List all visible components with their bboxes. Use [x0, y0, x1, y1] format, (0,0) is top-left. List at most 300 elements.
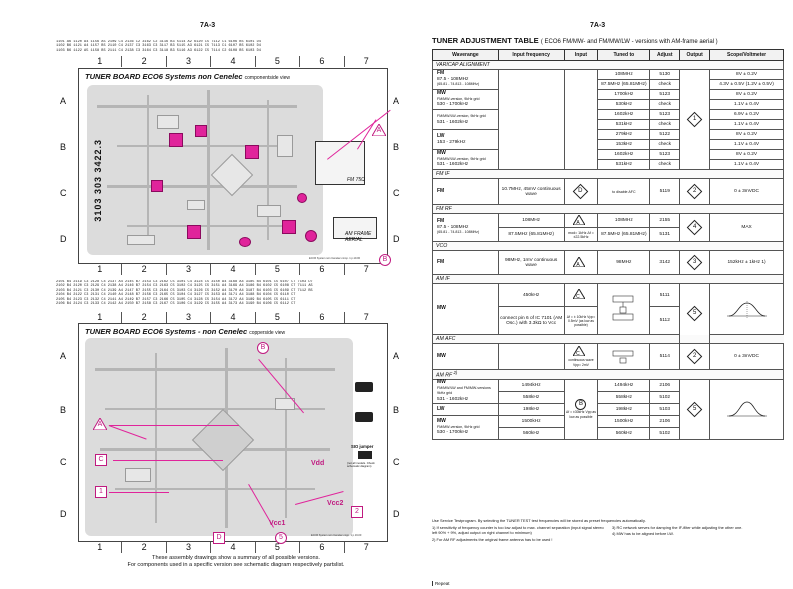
- input-note: Δf = ±30kHz Vpp as low as possible: [565, 409, 596, 419]
- component: [187, 200, 205, 210]
- output-marker: [687, 255, 703, 271]
- pcb-trace: [267, 100, 269, 240]
- column-header: Input: [564, 50, 598, 61]
- board-drawings: [56, 36, 401, 576]
- ruler-number: 5: [255, 56, 299, 67]
- row-letters-right: [393, 68, 403, 264]
- scope-cell: 4.3V ± 0.5V (1.2V ± 0.5V): [710, 80, 784, 90]
- ruler-number: 3: [166, 264, 210, 275]
- board-title: [85, 72, 290, 81]
- tuner-board-componentside: [78, 68, 388, 264]
- footnote-4: 4) MW has to be aligned before LW.: [612, 531, 674, 537]
- ruler-number: 6: [299, 264, 343, 275]
- vcc1-label: Vcc1: [269, 520, 286, 527]
- row-letters-right: [393, 323, 403, 542]
- input-freq-cell: 560kHz: [498, 427, 564, 439]
- vcc2-label: Vcc2: [327, 500, 344, 507]
- pcb-area: [87, 85, 323, 255]
- marker-label: A: [376, 127, 382, 134]
- footnote-main: Use Service Testprogram. By selecting the TUNER TEST test frequencies will be stored as preset frequencies automatically.: [432, 518, 646, 523]
- row-letter: C: [393, 457, 400, 467]
- table-row: [433, 70, 784, 80]
- input-cell: [564, 179, 598, 205]
- tuned-cell: 560kHz: [598, 427, 650, 439]
- tuned-cell: 108MHz: [598, 214, 650, 228]
- row-letter: C: [60, 188, 67, 198]
- section-vco: VCO: [433, 242, 784, 251]
- marker-label: 2: [355, 508, 359, 515]
- pcb-trace: [95, 368, 335, 371]
- index-row: 2102 B4 2120 C3 2129 C4 2138 A4 2146 B7 2154 C3 2163 C5 3102 C4 3125 C5 3151 A4 3169 A4 3186 B4 6102 C5 6108 C7 7111 A5: [56, 284, 313, 289]
- output-cell: [680, 344, 710, 370]
- tuned-cell: 198kHz: [598, 403, 650, 415]
- sio-note: (not all models. Check schematic diagram): [347, 461, 375, 469]
- index-row: 2101 B4 2119 C3 2128 C4 2137 A4 2145 B7 2153 C3 2162 C5 3101 C4 3124 C5 3150 A4 3168 A4 3185 B4 6101 C5 6107 C7 7103 D7: [56, 280, 313, 284]
- band-name: LW: [437, 133, 445, 140]
- page-number-right: 7A-3: [590, 22, 606, 29]
- ruler-number: 6: [299, 56, 343, 67]
- row-letter: A: [393, 96, 400, 106]
- jumper-icon: [358, 451, 372, 459]
- row-letter: B: [60, 142, 67, 152]
- adjust-coil-5119: [245, 145, 259, 159]
- ic-7101: [211, 154, 253, 196]
- adjust-coil-5111: [187, 225, 201, 239]
- ruler-number: 2: [121, 56, 165, 67]
- scope-cell: 1.1V ± 0.4V: [710, 140, 784, 150]
- band-name: MW: [437, 418, 446, 425]
- input-note: continuous wave Vpp= 2mV: [568, 357, 594, 367]
- scope-cell: 8V ± 0.2V: [710, 150, 784, 160]
- board-code: 3103 303 3422.3: [93, 139, 103, 222]
- adjust-coil-5114: [282, 220, 296, 234]
- index-row: 2105 B4 2123 C3 2132 C4 2141 A4 2149 B7 2157 C3 2166 C5 3105 C4 3128 C5 3154 A4 3172 A4 3189 B4 6105 C5 6111 C7: [56, 297, 296, 302]
- table-footnotes: [432, 518, 784, 542]
- marker-line: [109, 425, 239, 426]
- scope-cell: 0 ± 3mVDC: [710, 344, 784, 370]
- row-letter: A: [393, 351, 400, 361]
- row-letter: A: [60, 351, 67, 361]
- adjust-coil-5131: [195, 125, 207, 137]
- table-row: [433, 90, 784, 100]
- vdd-label: Vdd: [311, 460, 325, 467]
- row-letter: A: [60, 96, 67, 106]
- waverange-cell: [433, 344, 499, 370]
- band-grid: (65.81 - 74.813 - 108MHz): [437, 230, 480, 235]
- band-note: FM/MW/LW and FM/MW-versions 9kHz grid: [437, 385, 491, 396]
- trimmer-2155: [305, 230, 317, 242]
- measure-point-a: [372, 124, 386, 136]
- section-am-rf: [433, 370, 784, 380]
- tuned-cell: 87.5MHz (65.81MHz): [598, 228, 650, 242]
- assembly-footnote: [96, 555, 376, 569]
- adjust-cell: check: [650, 100, 680, 110]
- footnote-3: 3) RC network serves for damping the IF-filter while adjusting the other one.: [612, 524, 743, 530]
- adjust-cell: 5130: [650, 70, 680, 80]
- band-range: 530 - 1700kHz: [437, 429, 469, 435]
- transistor-icon: [355, 382, 373, 392]
- adjust-cell: 3142: [650, 251, 680, 275]
- ruler-number: 3: [166, 56, 210, 67]
- waverange-cell: [433, 90, 499, 110]
- tuned-cell: 279kHz: [598, 130, 650, 140]
- band-name: FM: [437, 258, 445, 265]
- adjust-cell: check: [650, 80, 680, 90]
- section-fm-if: FM IF: [433, 170, 784, 179]
- output-label: 4: [692, 224, 697, 230]
- ruler-number: 7: [344, 542, 388, 553]
- output-marker: [687, 220, 703, 236]
- adjust-coil-5112: [297, 193, 307, 203]
- ruler-number: 6: [299, 542, 343, 553]
- scope-cell: MAX: [710, 214, 784, 242]
- row-letters-left: [60, 323, 70, 542]
- row-letter: B: [393, 142, 400, 152]
- rf-response-curve-icon: [725, 399, 769, 419]
- input-freq-cell: 87.5MHz (65.81MHz): [498, 228, 564, 242]
- rc-network-icon: [610, 293, 638, 323]
- scope-cell: 1.1V ± 0.4V: [710, 160, 784, 170]
- tuned-cell: 1500kHz: [598, 415, 650, 427]
- ruler-number: 1: [97, 56, 103, 66]
- measure-point-b: [257, 342, 269, 354]
- column-ruler: [78, 542, 388, 553]
- waverange-cell: [433, 251, 499, 275]
- waverange-cell: [433, 403, 499, 415]
- tuned-cell: 153kHz: [598, 140, 650, 150]
- table-row: [433, 284, 784, 307]
- adjust-cell: 2155: [650, 214, 680, 228]
- table-row: [433, 214, 784, 228]
- output-marker: [687, 184, 703, 200]
- adjust-cell: check: [650, 140, 680, 150]
- input-label: A: [576, 219, 580, 226]
- footnote-ref: 2): [453, 370, 458, 375]
- row-letter: B: [393, 405, 400, 415]
- ic-7101: [192, 409, 254, 471]
- table-row: [433, 344, 784, 370]
- tuned-cell: to disable AFC: [598, 179, 650, 205]
- input-freq-cell: 558kHz: [498, 391, 564, 403]
- scope-cell: 152kHz ± 1kHz 1): [710, 251, 784, 275]
- table-row: [433, 150, 784, 160]
- band-name: MW: [437, 90, 446, 97]
- footnote-2: 2) For AM RF adjustments the original frame antenna has to be used !: [432, 536, 553, 542]
- board-title-sub: copperside view: [249, 330, 286, 336]
- tuned-cell: 108MHz: [598, 70, 650, 80]
- tuned-cell: 558kHz: [598, 391, 650, 403]
- ruler-number: 4: [210, 542, 254, 553]
- footnote-columns: [432, 524, 784, 543]
- input-freq-cell: 450kHz: [498, 284, 564, 307]
- pcb-trace: [155, 353, 157, 523]
- input-cell: mod= 1kHz Δf = ±22.5kHz: [564, 228, 598, 242]
- scope-cell: 6.9V ± 0.2V: [710, 110, 784, 120]
- scope-cell: 8V ± 0.2V: [710, 70, 784, 80]
- pcb-area: [85, 338, 353, 536]
- marker-label: B: [260, 344, 266, 351]
- component: [277, 135, 293, 157]
- ruler-number: 1: [97, 264, 103, 274]
- row-letters-left: [60, 68, 70, 264]
- sio-label: SIO jumper: [351, 444, 374, 449]
- output-marker: [687, 112, 703, 128]
- adjust-cell: 2106: [650, 379, 680, 391]
- drawing-ref: ECO6 System non Cenelec copp. 1 p.19.00: [311, 534, 362, 537]
- band-name: MW: [437, 352, 446, 359]
- input-freq-cell: 1494kHz: [498, 379, 564, 391]
- adjust-cell: 5123: [650, 150, 680, 160]
- waverange-cell: [433, 70, 499, 90]
- component: [125, 468, 151, 482]
- repeat-label: Repeat: [432, 581, 450, 586]
- input-freq-cell: 10.7MHz, 45mV continuous wave: [498, 179, 564, 205]
- ruler-number: 2: [121, 264, 165, 275]
- marker-label: 5: [279, 534, 283, 541]
- tuned-cell: 1700kHz: [598, 90, 650, 100]
- output-cell: [680, 70, 710, 170]
- adjustment-table-panel: [432, 36, 784, 584]
- pcb-trace: [207, 90, 210, 250]
- input-marker: [573, 184, 589, 200]
- drawing-ref: ECO6 System non Cenelec comp. 1 p.19.00: [309, 257, 361, 260]
- tuned-cell: 1602kHz: [598, 150, 650, 160]
- output-cell: [680, 379, 710, 439]
- column-header: Input frequency: [498, 50, 564, 61]
- waverange-cell: [433, 379, 499, 403]
- tuned-cell: [598, 284, 650, 335]
- trimmer-2106: [239, 237, 251, 247]
- adjust-cell: 5122: [650, 130, 680, 140]
- adjust-cell: 5112: [650, 307, 680, 335]
- marker-label: C: [98, 456, 104, 463]
- component-index-top: [56, 40, 401, 54]
- row-letter: D: [60, 509, 67, 519]
- band-note: FM/MW-version, 9kHz grid: [437, 96, 480, 101]
- input-freq-cell: 198kHz: [498, 403, 564, 415]
- scope-cell: 8V ± 0.2V: [710, 130, 784, 140]
- input-label: D: [578, 188, 584, 194]
- marker-line: [113, 460, 223, 461]
- column-header: Adjust: [650, 50, 680, 61]
- adjust-cell: 5123: [650, 90, 680, 100]
- column-ruler: [78, 264, 388, 275]
- band-note: FM/MW-version, 9kHz grid: [437, 424, 480, 429]
- input-cell: [564, 251, 598, 275]
- index-row: 2104 B4 2122 C3 2131 C4 2140 A4 2148 B7 2156 C3 2165 C5 3104 C4 3127 C5 3153 A4 3171 A4 3188 B4 6104 C5 6110 C7: [56, 293, 296, 298]
- ruler-number: 3: [166, 542, 210, 553]
- index-row: 1101 A6 1120 A4 1156 A5 2109 C4 2136 C2 3162 C2 3116 B3 5114 A2 6120 C5 7112 C1 6106 B5 6101 D4: [56, 40, 261, 44]
- input-freq-cell: [498, 70, 564, 170]
- band-range: 87.5 - 108MHz: [437, 224, 469, 230]
- output-marker: [687, 306, 703, 322]
- table-row: [433, 110, 784, 120]
- ruler-number: 4: [210, 56, 254, 67]
- band-note: FM/MW/LW-version, 9kHz grid: [437, 156, 486, 161]
- row-letter: D: [393, 509, 400, 519]
- ruler-number: 5: [255, 542, 299, 553]
- input-label: B: [578, 400, 583, 407]
- tuned-cell: 531kHz: [598, 160, 650, 170]
- tuned-cell: 98MHz: [598, 251, 650, 275]
- footnote-1: 1) If sensitivity of frequency counter is too low adjust to max. channel separation (input signal stereo left 90% + 9%, adjust output on right channel to minimum): [432, 524, 604, 536]
- column-header: Waverange: [433, 50, 499, 61]
- table-row: [433, 251, 784, 275]
- transistor-icon: [355, 412, 373, 422]
- fm-label: FM 75Ω: [347, 177, 365, 183]
- ruler-number: 2: [121, 312, 165, 323]
- ruler-number: 7: [344, 312, 388, 323]
- waverange-cell: [433, 110, 499, 130]
- ruler-number: 4: [210, 312, 254, 323]
- index-row: 2103 B4 2121 C3 2130 C4 2139 A4 2147 B7 2155 C3 2164 C5 3103 C4 3126 C5 3152 A4 3170 A4 3187 B4 6103 C5 6109 C7 7112 B5: [56, 288, 313, 293]
- output-marker: [687, 401, 703, 417]
- input-freq-cell: 1500kHz: [498, 415, 564, 427]
- index-row: 1103 B6 1122 A5 1158 B5 2111 C4 2138 C3 3164 C3 3118 B3 5116 A3 6122 C5 7114 C2 6108 B5 6103 D4: [56, 48, 261, 53]
- board-title-sub: componentside view: [244, 75, 290, 81]
- band-name: MW: [437, 150, 446, 157]
- adjust-cell: 5131: [650, 228, 680, 242]
- column-ruler: [78, 312, 388, 323]
- adjust-cell: 5102: [650, 427, 680, 439]
- input-cell: [564, 344, 598, 370]
- component: [157, 115, 179, 129]
- band-range: 87.5 - 108MHz: [437, 76, 469, 82]
- table-row: [433, 179, 784, 205]
- input-label: C: [576, 294, 580, 300]
- section-label: AM RF: [436, 372, 453, 379]
- column-header: Scope/Voltmeter: [710, 50, 784, 61]
- output-label: 5: [692, 310, 697, 316]
- ruler-number: 1: [97, 542, 103, 552]
- ruler-number: 5: [255, 312, 299, 323]
- band-name: FM: [437, 218, 445, 225]
- board-title-italic: Systems - non Cenelec: [165, 327, 248, 336]
- band-name: MW: [437, 305, 446, 312]
- measure-point-c: [95, 454, 107, 466]
- adjust-cell: 5111: [650, 284, 680, 307]
- band-range: 153 - 279kHz: [437, 139, 466, 145]
- board-title-main: TUNER BOARD ECO6: [85, 72, 163, 81]
- scope-cell: 1.1V ± 0.4V: [710, 100, 784, 110]
- if-response-curve-icon: [725, 299, 769, 319]
- tuned-cell: 1494kHz: [598, 379, 650, 391]
- section-varicap: VARICAP ALIGNMENT: [433, 61, 784, 70]
- output-cell: [680, 214, 710, 242]
- adjust-coil-5130: [169, 133, 183, 147]
- index-row: 2106 B4 2124 C3 2133 C4 2142 A4 2150 B7 2158 C3 2167 C5 3106 C4 3129 C5 3155 A4 3173 A4 3190 B4 6106 C5 6112 C7: [56, 302, 296, 307]
- band-name: LW: [437, 405, 445, 412]
- board-title: [85, 327, 285, 336]
- section-am-afc: AM AFC: [433, 335, 784, 344]
- row-letter: C: [60, 457, 67, 467]
- ruler-number: 6: [299, 312, 343, 323]
- input-cell: [564, 214, 598, 228]
- section-am-if: AM IF: [433, 275, 784, 284]
- adjust-cell: check: [650, 120, 680, 130]
- input-cell: [564, 284, 598, 307]
- marker-line: [109, 492, 169, 493]
- band-name: FM: [437, 187, 445, 194]
- output-label: 2: [692, 353, 697, 359]
- footnote-line: These assembly drawings show a summary of all possible versions.: [152, 555, 320, 561]
- output-label: 3: [692, 259, 697, 265]
- adjust-cell: 5114: [650, 344, 680, 370]
- am-label: AM FRAME AERIAL: [345, 231, 372, 243]
- input-freq-cell: 108MHz: [498, 214, 564, 228]
- table-title-main: TUNER ADJUSTMENT TABLE: [432, 36, 539, 45]
- band-name: FM: [437, 70, 445, 77]
- measure-point-a: [93, 418, 107, 430]
- footnote-column: [612, 524, 784, 543]
- column-header: Output: [680, 50, 710, 61]
- adjust-cell: check: [650, 160, 680, 170]
- tuned-cell: [598, 344, 650, 370]
- waverange-cell: [433, 150, 499, 170]
- pcb-trace: [117, 145, 287, 147]
- ruler-number: 7: [344, 56, 388, 67]
- row-letter: B: [60, 405, 67, 415]
- component-index-middle: [56, 280, 401, 310]
- band-grid: (65.81 - 74.813 - 108MHz): [437, 82, 480, 87]
- input-freq-cell: connect pin 6 of IC 7101 (AM Osc.) with 3.3kΩ to Vcc: [498, 307, 564, 335]
- scope-cell: 8V ± 0.2V: [710, 90, 784, 100]
- row-letter: C: [393, 188, 400, 198]
- input-marker: [575, 399, 586, 410]
- table-row: [433, 379, 784, 391]
- footnote-line: For components used in a specific version see schematic diagram respectively partslist.: [127, 562, 345, 568]
- waverange-cell: [433, 415, 499, 439]
- tuned-cell: 1602kHz: [598, 110, 650, 120]
- ruler-number: 2: [121, 542, 165, 553]
- input-cell: [564, 70, 598, 170]
- tuned-cell: 87.5MHz (65.81MHz): [598, 80, 650, 90]
- tuner-adjustment-table: [432, 49, 784, 440]
- board-title-main: TUNER BOARD ECO6: [85, 327, 163, 336]
- marker-label: A: [97, 421, 103, 428]
- ruler-number: 1: [97, 312, 103, 322]
- adjust-cell: 2106: [650, 415, 680, 427]
- waverange-cell: [433, 130, 499, 150]
- ruler-number: 4: [210, 264, 254, 275]
- measure-point-1: [95, 486, 107, 498]
- marker-label: 1: [99, 488, 103, 495]
- ruler-number: 5: [255, 264, 299, 275]
- adjust-cell: 5123: [650, 110, 680, 120]
- waverange-cell: [433, 179, 499, 205]
- table-row: [433, 130, 784, 140]
- waverange-cell: [433, 284, 499, 335]
- pcb-trace: [147, 95, 149, 245]
- component: [127, 235, 155, 245]
- input-label: A: [576, 261, 580, 268]
- band-name: MW: [437, 379, 446, 386]
- band-range: 530 - 1700kHz: [437, 102, 469, 108]
- section-fm-rf: FM RF: [433, 205, 784, 214]
- marker-label: B: [382, 256, 388, 263]
- ruler-number: 7: [344, 264, 388, 275]
- band-range: 531 - 1602kHz: [437, 162, 469, 168]
- input-label: C: [576, 350, 580, 357]
- component: [257, 205, 281, 217]
- scope-cell: 0 ± 3mVDC: [710, 179, 784, 205]
- output-marker: [687, 349, 703, 365]
- band-range: 531 - 1602kHz: [437, 396, 469, 402]
- footnote-column: [432, 524, 604, 543]
- scope-cell: [710, 284, 784, 335]
- board-title-italic: Systems non Cenelec: [165, 72, 243, 81]
- output-label: 5: [692, 405, 697, 412]
